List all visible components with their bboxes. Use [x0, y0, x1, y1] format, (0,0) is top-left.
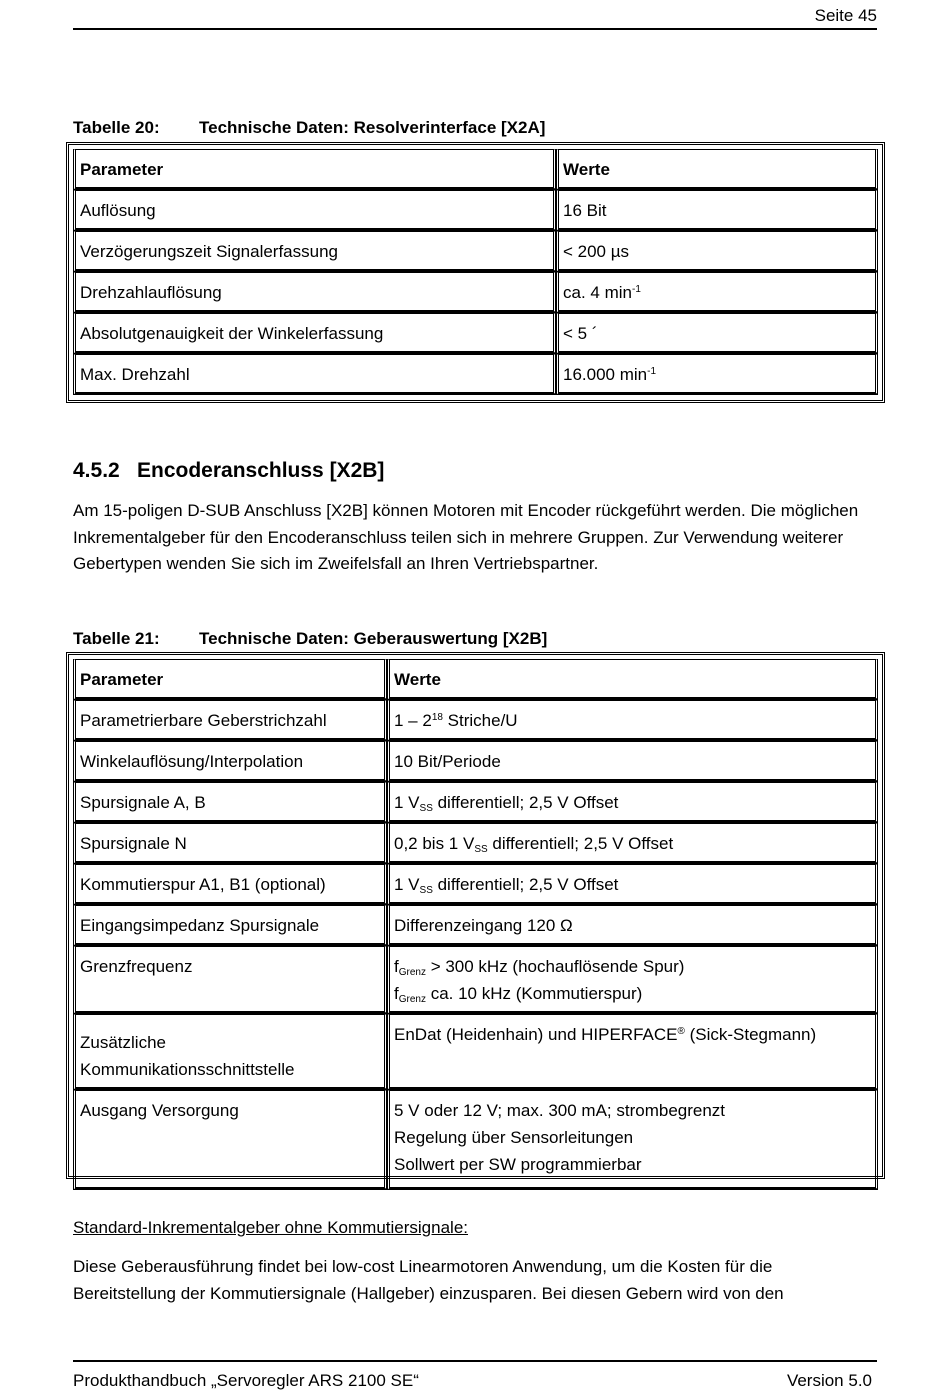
value-line — [394, 980, 871, 1007]
value-sub: Grenz — [398, 994, 426, 1005]
table-row — [73, 272, 878, 313]
table21-value — [387, 946, 878, 1014]
table21-caption-title: Technische Daten: Geberauswertung [X2B] — [199, 629, 548, 648]
table-row — [73, 313, 878, 354]
table21-head-param: Parameter — [73, 659, 387, 700]
table21-value — [387, 1090, 878, 1190]
table20-caption — [73, 118, 545, 138]
table21-caption-label: Tabelle 21: — [73, 629, 160, 648]
value-sup: -1 — [647, 366, 657, 377]
table20-caption-label: Tabelle 20: — [73, 118, 160, 137]
value-sup: -1 — [631, 284, 641, 295]
table21-param: Spursignale N — [73, 823, 387, 864]
value-text: 16.000 min — [563, 365, 648, 384]
table-row — [73, 354, 878, 395]
table-row — [73, 946, 878, 1014]
table21-param: Parametrierbare Geberstrichzahl — [73, 700, 387, 741]
table-row — [73, 905, 878, 946]
table20-caption-title: Technische Daten: Resolverinterface [X2A] — [199, 118, 546, 137]
section-paragraph: Am 15-poligen D-SUB Anschluss [X2B] können Motoren mit Encoder rückgeführt werden. Die möglichen Inkrementalgeber für den Encoderanschluss teilen sich in mehrere Gruppen. Zur Verwendung weiterer Gebertypen wenden Sie sich im Zweifelsfall an Ihren Vertriebspartner. — [73, 501, 859, 573]
table21-value — [387, 782, 878, 823]
table20-param: Auflösung — [73, 190, 556, 231]
param-line: Zusätzliche — [80, 1033, 166, 1052]
subsection-paragraph: Diese Geberausführung findet bei low-cost Linearmotoren Anwendung, um die Kosten für die Bereitstellung der Kommutiersignale (Hallgeber) einzusparen. Bei diesen Gebern wird von den — [73, 1257, 784, 1303]
table21-param: Eingangsimpedanz Spursignale — [73, 905, 387, 946]
table21-value — [387, 823, 878, 864]
table-row — [73, 149, 878, 190]
table21-param — [73, 1014, 387, 1090]
value-text: 1 – 2 — [394, 711, 432, 730]
subsection-heading: Standard-Inkrementalgeber ohne Kommutiersignale: — [73, 1218, 469, 1237]
value-line: Regelung über Sensorleitungen — [394, 1128, 634, 1147]
value-sup: 18 — [431, 712, 443, 723]
value-text: (Sick-Stegmann) — [684, 1025, 817, 1044]
table20-value: < 200 µs — [556, 231, 878, 272]
table-row — [73, 231, 878, 272]
footer-rule — [73, 1360, 877, 1362]
table20-param: Drehzahlauflösung — [73, 272, 556, 313]
table21-param: Grenzfrequenz — [73, 946, 387, 1014]
table-row — [73, 700, 878, 741]
table21-param: Winkelauflösung/Interpolation — [73, 741, 387, 782]
table-row — [73, 741, 878, 782]
value-text: Striche/U — [442, 711, 518, 730]
value-text: ca. 10 kHz (Kommutierspur) — [425, 984, 643, 1003]
header-rule — [73, 28, 877, 30]
value-text: differentiell; 2,5 V Offset — [487, 834, 674, 853]
value-text: 1 V — [394, 793, 420, 812]
table21-value: 10 Bit/Periode — [387, 741, 878, 782]
value-text: differentiell; 2,5 V Offset — [432, 875, 619, 894]
table21-value — [387, 1014, 878, 1090]
table20-head-param: Parameter — [73, 149, 556, 190]
value-text: > 300 kHz (hochauflösende Spur) — [425, 957, 685, 976]
table20-param: Absolutgenauigkeit der Winkelerfassung — [73, 313, 556, 354]
section-title — [73, 459, 384, 483]
value-sub: SS — [474, 844, 488, 855]
table-row — [73, 190, 878, 231]
section-number: 4.5.2 — [73, 459, 120, 482]
value-text: f — [394, 984, 399, 1003]
value-text: 1 V — [394, 875, 420, 894]
value-sub: SS — [419, 803, 433, 814]
footer-version: Version 5.0 — [786, 1371, 872, 1390]
table-row — [73, 782, 878, 823]
value-sub: Grenz — [398, 967, 426, 978]
value-text: f — [394, 957, 399, 976]
table20-param: Verzögerungszeit Signalerfassung — [73, 231, 556, 272]
table21-param: Ausgang Versorgung — [73, 1090, 387, 1190]
footer-title: Produkthandbuch „Servoregler ARS 2100 SE“ — [73, 1371, 419, 1390]
table21-caption — [73, 629, 547, 649]
page-number: Seite 45 — [814, 6, 877, 25]
table20-value: < 5 ´ — [556, 313, 878, 354]
table21-value — [387, 700, 878, 741]
value-text: ca. 4 min — [563, 283, 632, 302]
table21-param: Spursignale A, B — [73, 782, 387, 823]
value-text: 0,2 bis 1 V — [394, 834, 475, 853]
value-sup: ® — [677, 1026, 685, 1037]
value-text: differentiell; 2,5 V Offset — [432, 793, 619, 812]
table-row — [73, 823, 878, 864]
table-row — [73, 864, 878, 905]
table-row — [73, 659, 878, 700]
table20-grid — [73, 149, 878, 395]
table20-head-value: Werte — [556, 149, 878, 190]
table20-value — [556, 272, 878, 313]
table-row — [73, 1014, 878, 1090]
table20-value — [556, 354, 878, 395]
value-text: EnDat (Heidenhain) und HIPERFACE — [394, 1025, 678, 1044]
table20-value: 16 Bit — [556, 190, 878, 231]
value-line: 5 V oder 12 V; max. 300 mA; strombegrenzt — [394, 1101, 726, 1120]
table21 — [66, 652, 885, 1179]
table21-param: Kommutierspur A1, B1 (optional) — [73, 864, 387, 905]
value-sub: SS — [419, 885, 433, 896]
table21-value — [387, 864, 878, 905]
table21-head-value: Werte — [387, 659, 878, 700]
table20 — [66, 142, 885, 403]
table20-param: Max. Drehzahl — [73, 354, 556, 395]
value-line: Sollwert per SW programmierbar — [394, 1155, 642, 1174]
param-line: Kommunikationsschnittstelle — [80, 1060, 295, 1079]
table-row — [73, 1090, 878, 1190]
value-line — [394, 953, 871, 980]
table21-grid — [73, 659, 878, 1190]
section-heading: Encoderanschluss [X2B] — [137, 459, 385, 482]
table21-value: Differenzeingang 120 Ω — [387, 905, 878, 946]
